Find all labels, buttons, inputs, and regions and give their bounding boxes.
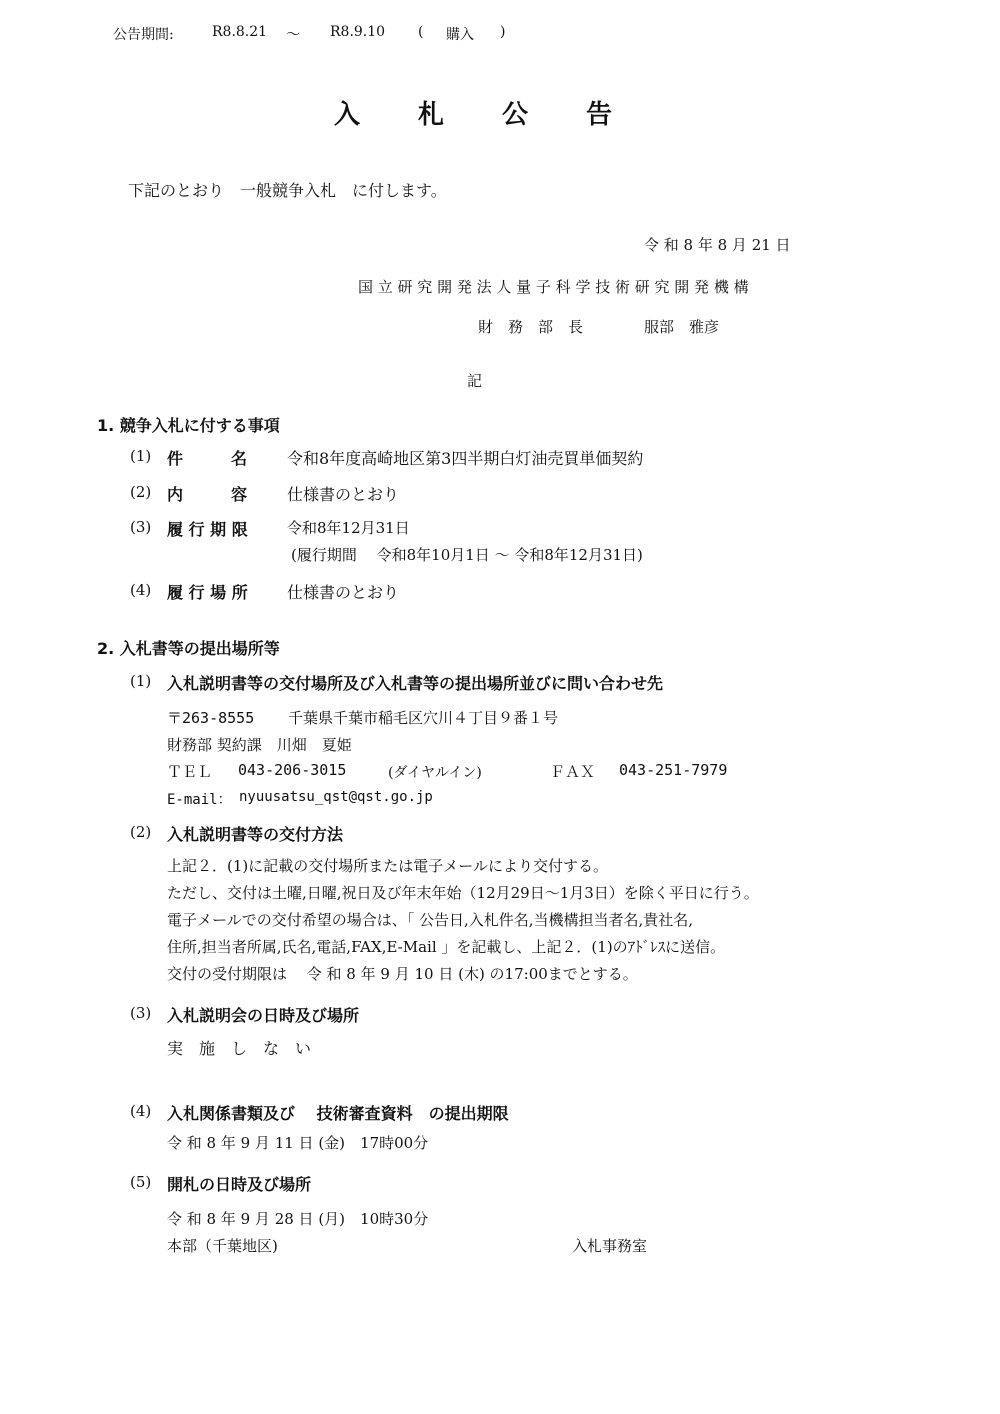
fax-number: 043-251-7979 bbox=[619, 761, 728, 779]
delivery-line: 上記２．(1)に記載の交付場所または電子メールにより交付する。 bbox=[167, 857, 608, 875]
item-label: 内 容 bbox=[167, 485, 248, 504]
sub-number: (4) bbox=[130, 1102, 152, 1120]
period-label: 公告期間: bbox=[113, 27, 174, 43]
section1-heading: 1. 競争入札に付する事項 bbox=[97, 416, 280, 435]
sub-heading-contact: 入札説明書等の交付場所及び入札書等の提出場所並びに問い合わせ先 bbox=[167, 674, 664, 693]
intro-text: 下記のとおり 一般競争入札 に付します。 bbox=[128, 181, 447, 200]
official-title: 財 務 部 長 bbox=[478, 318, 584, 336]
type-paren-open: ( bbox=[418, 24, 424, 40]
section2-heading: 2. 入札書等の提出場所等 bbox=[97, 639, 280, 658]
item-value-subject: 令和8年度高崎地区第3四半期白灯油売買単価契約 bbox=[287, 449, 644, 468]
submission-deadline: 令 和 8 年 9 月 11 日 (金) 17時00分 bbox=[167, 1134, 429, 1152]
period-start: R8.8.21 bbox=[212, 24, 268, 40]
organization-name: 国 立 研 究 開 発 法 人 量 子 科 学 技 術 研 究 開 発 機 構 bbox=[358, 278, 749, 296]
item-value-period: (履行期間 令和8年10月1日 ～ 令和8年12月31日) bbox=[291, 546, 643, 564]
email-address: nyuusatsu_qst@qst.go.jp bbox=[239, 789, 433, 805]
title-char: 札 bbox=[418, 100, 447, 130]
sub-heading-opening: 開札の日時及び場所 bbox=[167, 1175, 312, 1194]
item-value-place: 仕様書のとおり bbox=[287, 583, 400, 602]
sub-heading-delivery: 入札説明書等の交付方法 bbox=[167, 825, 344, 844]
title-char: 公 bbox=[502, 100, 531, 130]
period-tilde: ～ bbox=[286, 27, 300, 43]
item-value-content: 仕様書のとおり bbox=[287, 485, 400, 504]
contact-person: 財務部 契約課 川畑 夏姫 bbox=[167, 736, 352, 754]
sub-number: (3) bbox=[130, 1004, 152, 1022]
item-number: (4) bbox=[130, 581, 152, 599]
delivery-line: 電子メールでの交付希望の場合は、「 公告日,入札件名,当機構担当者名,貴社名, bbox=[167, 911, 694, 929]
tel-label: ＴＥＬ bbox=[167, 763, 213, 781]
sub-number: (1) bbox=[130, 672, 152, 690]
item-value-deadline: 令和8年12月31日 bbox=[287, 519, 410, 537]
type-paren-close: ) bbox=[500, 24, 506, 40]
opening-datetime: 令 和 8 年 9 月 28 日 (月) 10時30分 bbox=[167, 1210, 429, 1228]
item-label: 履 行 場 所 bbox=[167, 583, 248, 602]
fax-label: ＦＡＸ bbox=[550, 763, 596, 781]
opening-room: 入札事務室 bbox=[572, 1237, 648, 1255]
delivery-line: 住所,担当者所属,氏名,電話,FAX,E-Mail 」を記載し、上記２．(1)のｱﾄﾞﾚｽに送信。 bbox=[167, 938, 726, 956]
official-name: 服部 雅彦 bbox=[644, 318, 720, 336]
item-number: (1) bbox=[130, 447, 152, 465]
tel-note: (ダイヤルイン) bbox=[388, 765, 482, 781]
email-label: E-mail： bbox=[167, 792, 232, 808]
sub-number: (2) bbox=[130, 823, 152, 841]
address: 千葉県千葉市稲毛区穴川４丁目９番１号 bbox=[288, 709, 559, 727]
title-char: 入 bbox=[334, 100, 363, 130]
title-char: 告 bbox=[586, 100, 615, 130]
briefing-value: 実 施 し な い bbox=[167, 1039, 312, 1058]
opening-place: 本部（千葉地区) bbox=[167, 1237, 278, 1255]
ki-mark: 記 bbox=[467, 372, 483, 390]
sub-heading-submission-deadline: 入札関係書類及び 技術審査資料 の提出期限 bbox=[167, 1104, 509, 1123]
notice-date: 令 和 8 年 8 月 21 日 bbox=[644, 236, 791, 254]
sub-number: (5) bbox=[130, 1173, 152, 1191]
item-number: (3) bbox=[130, 518, 152, 536]
delivery-line: 交付の受付期限は 令 和 8 年 9 月 10 日 (木) の17:00までとする。 bbox=[167, 965, 638, 983]
delivery-line: ただし、交付は土曜,日曜,祝日及び年末年始（12月29日～1月3日）を除く平日に行う。 bbox=[167, 884, 759, 902]
procurement-type: 購入 bbox=[446, 27, 474, 43]
item-number: (2) bbox=[130, 483, 152, 501]
item-label: 履 行 期 限 bbox=[167, 520, 248, 539]
period-end: R8.9.10 bbox=[330, 24, 386, 40]
item-label: 件 名 bbox=[167, 449, 248, 468]
sub-heading-briefing: 入札説明会の日時及び場所 bbox=[167, 1006, 360, 1025]
postal-code: 〒263-8555 bbox=[167, 709, 255, 727]
tel-number: 043-206-3015 bbox=[238, 761, 347, 779]
